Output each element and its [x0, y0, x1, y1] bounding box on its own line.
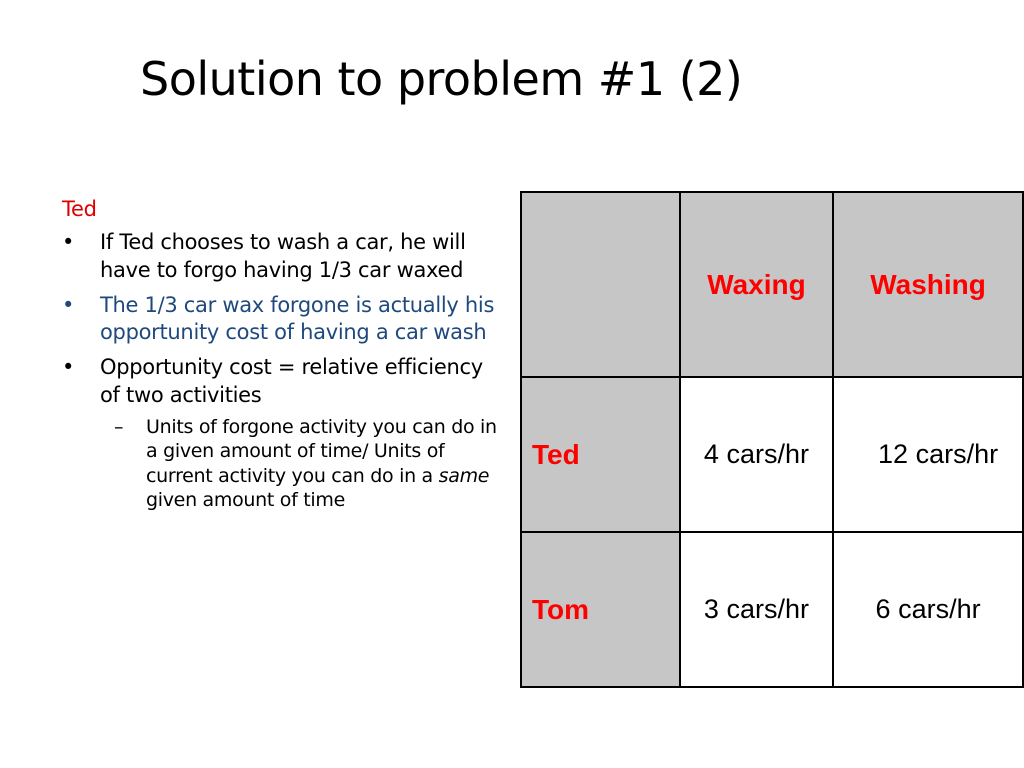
column-header-waxing: Waxing [680, 192, 833, 377]
emphasis-text: same [438, 464, 490, 487]
table-row [521, 377, 1023, 532]
column-header-washing: Washing [833, 192, 1023, 377]
table-cell: 6 cars/hr [833, 532, 1023, 687]
bullet-item [62, 354, 502, 409]
slide-title: Solution to problem #1 (2) [140, 52, 743, 106]
section-heading: Ted [62, 197, 97, 221]
row-label-tom: Tom [521, 532, 680, 687]
table-corner-cell [521, 192, 680, 377]
bullet-item [62, 292, 502, 347]
bullet-text: The 1/3 car wax forgone is actually his opportunity cost of having a car wash [100, 292, 495, 345]
bullet-marker: • [62, 230, 75, 255]
table-cell: 4 cars/hr [680, 377, 833, 532]
table-cell: 3 cars/hr [680, 532, 833, 687]
bullet-text: If Ted chooses to wash a car, he will have to forgo having 1/3 car waxed [100, 230, 466, 282]
bullet-marker: • [62, 292, 75, 317]
opportunity-table [520, 191, 1024, 688]
text-pane [62, 196, 502, 512]
bullet-marker: • [62, 355, 75, 380]
bullet-text: Opportunity cost = relative efficiency of two activities [100, 355, 483, 407]
table-header-row [521, 192, 1023, 377]
table-row [521, 532, 1023, 687]
bullet-item [62, 229, 502, 284]
row-label-ted: Ted [521, 377, 680, 532]
sub-bullet-marker: – [114, 416, 124, 439]
sub-bullet-item [62, 415, 502, 512]
table-cell: 12 cars/hr [833, 377, 1023, 532]
sub-bullet-text: Units of forgone activity you can do in a given amount of time/ Units of current activity you can do in a same given amount of time [146, 416, 497, 512]
